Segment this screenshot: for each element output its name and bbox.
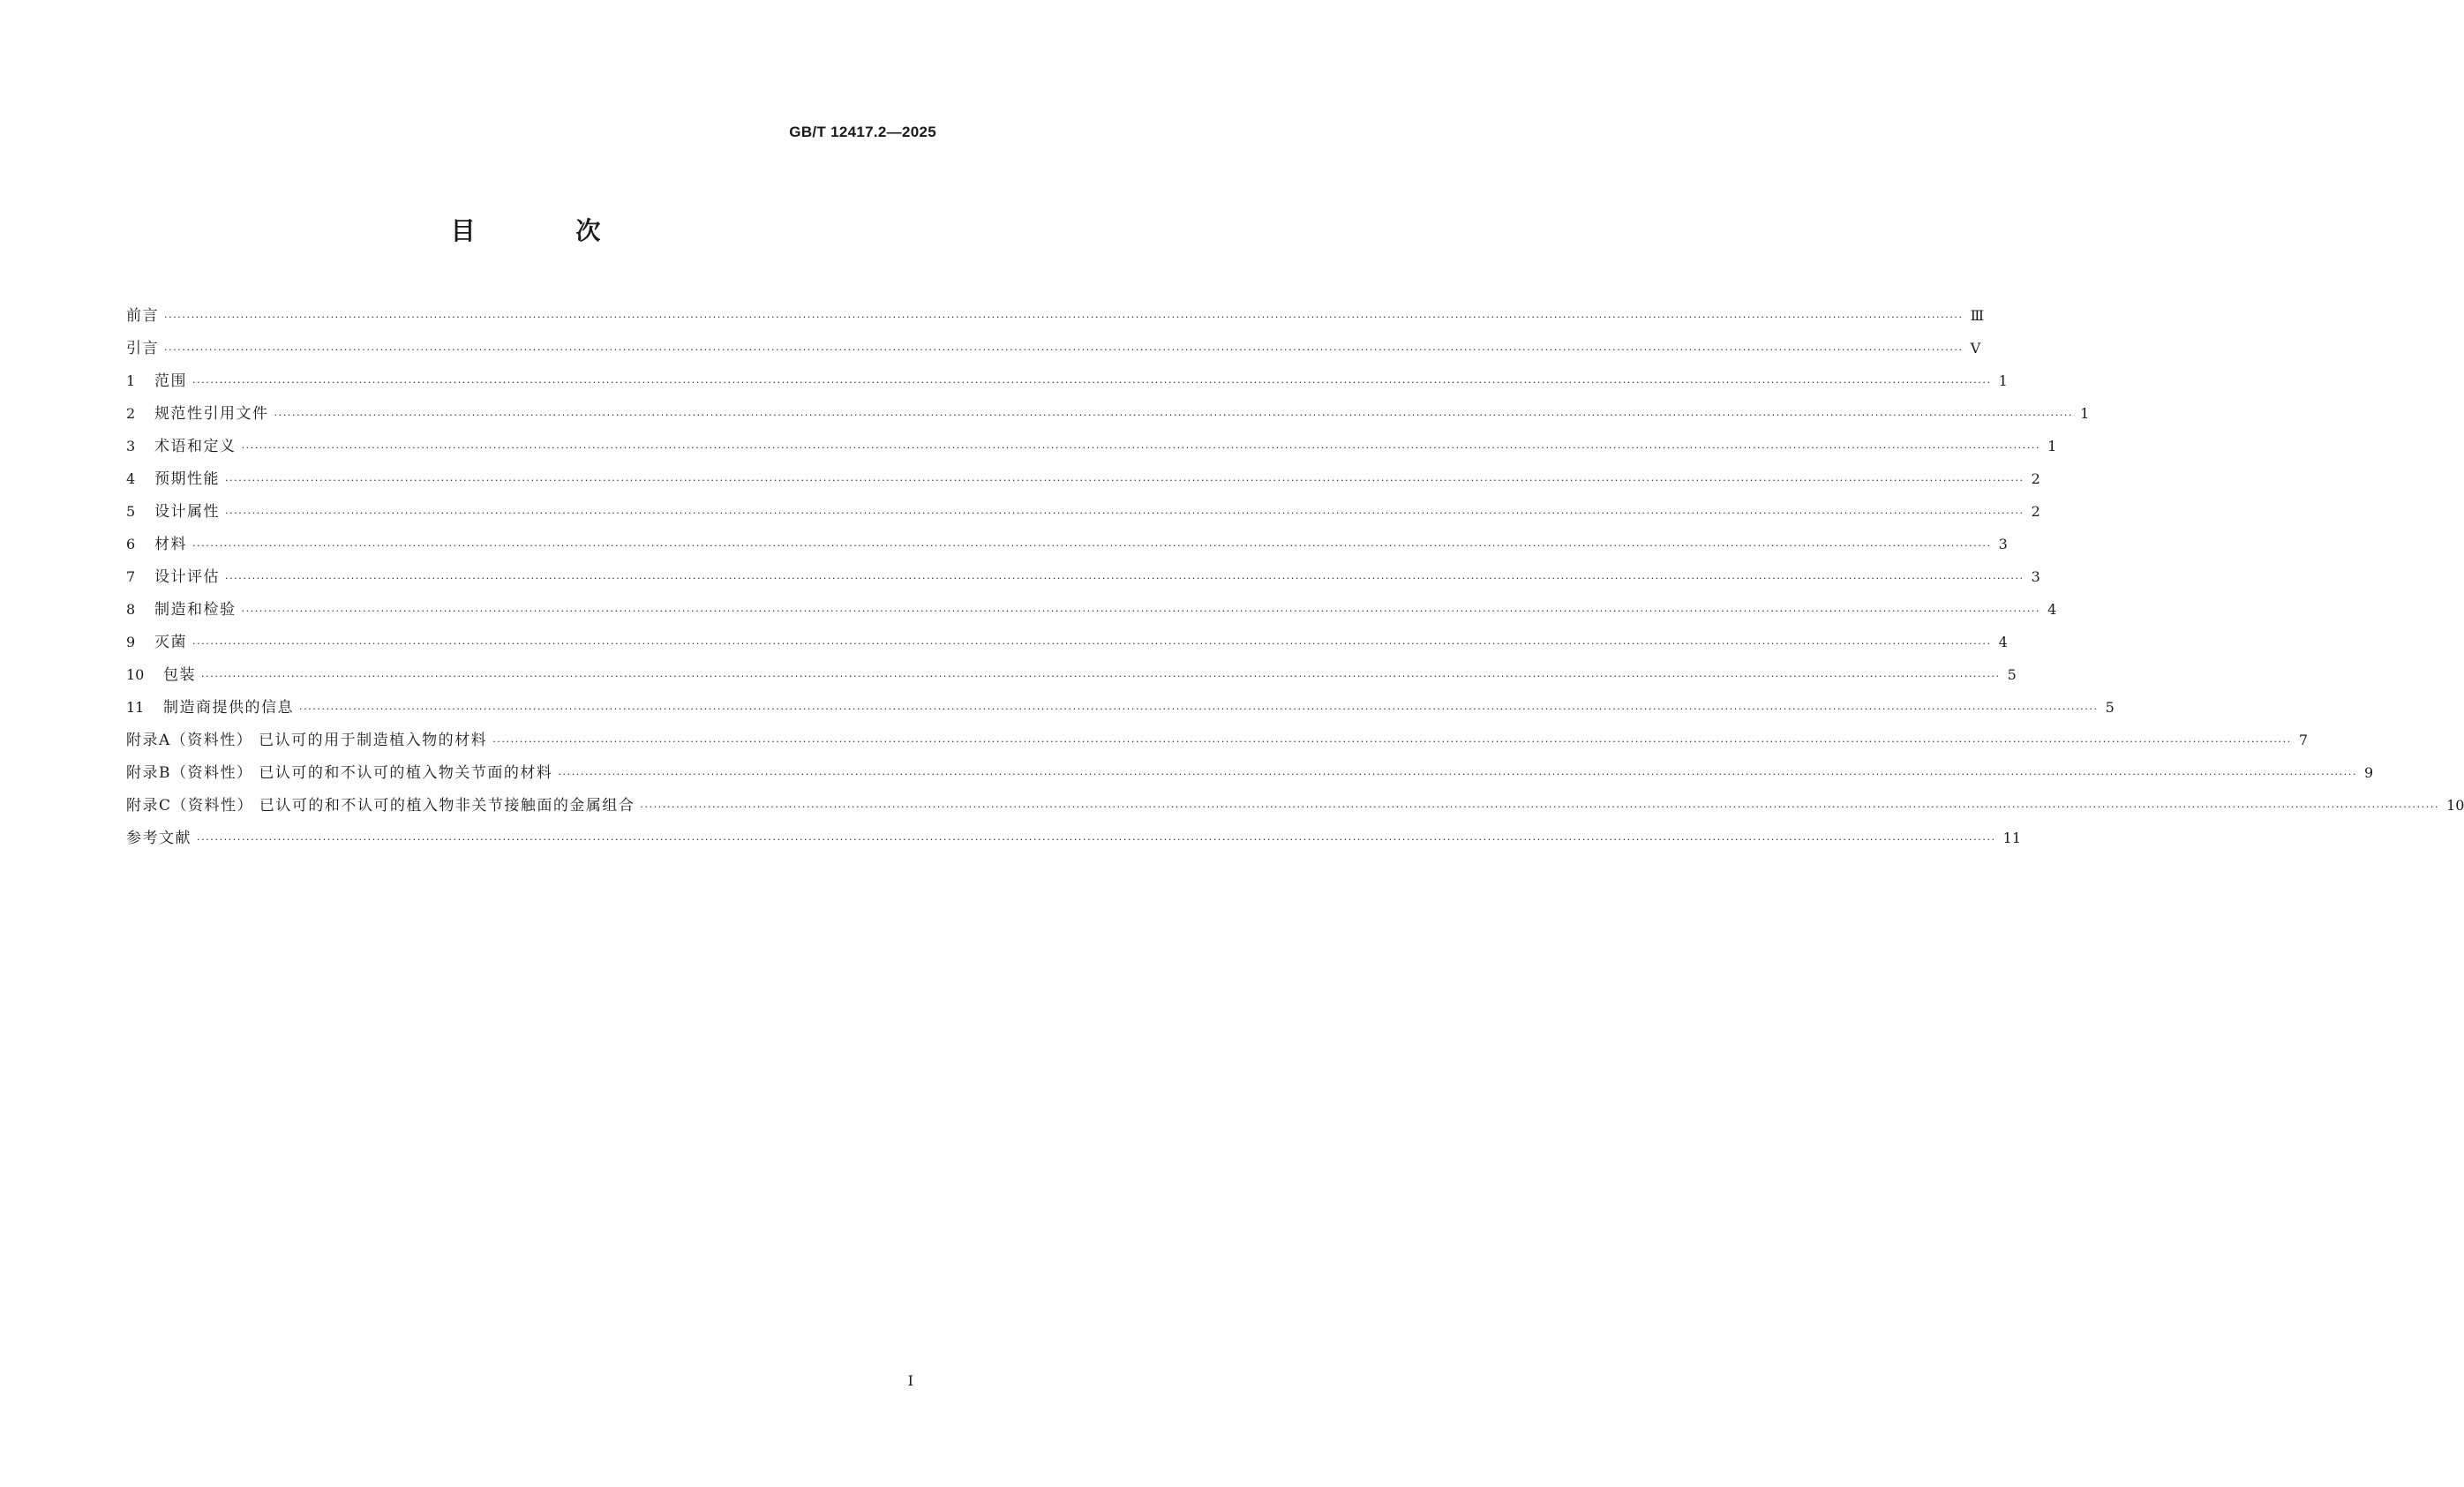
toc-entry-number: 4 bbox=[126, 470, 136, 487]
toc-dot-leader: ················································································································································································································································································································································································································ bbox=[299, 703, 2099, 715]
toc-entry-number: 3 bbox=[126, 438, 136, 454]
toc-entry-label: 包装 bbox=[163, 666, 196, 684]
toc-entry-page: 11 bbox=[2002, 830, 2021, 846]
toc-dot-leader: ················································································································································································································································································································································································································ bbox=[225, 475, 2025, 486]
table-of-contents bbox=[126, 299, 2464, 854]
toc-dot-leader: ················································································································································································································································································································································································································ bbox=[192, 540, 1992, 552]
toc-entry-number: 11 bbox=[126, 699, 145, 716]
toc-dot-leader: ················································································································································································································································································································································································································ bbox=[164, 312, 1964, 323]
toc-entry-number: 6 bbox=[126, 536, 136, 552]
toc-entry[interactable] bbox=[126, 691, 2115, 724]
toc-entry[interactable] bbox=[126, 332, 1981, 364]
toc-entry[interactable] bbox=[126, 626, 2008, 658]
toc-entry[interactable] bbox=[126, 430, 2057, 462]
toc-dot-leader: ················································································································································································································································································································································································································ bbox=[225, 507, 2025, 519]
toc-entry[interactable] bbox=[126, 299, 1985, 332]
toc-entry-label: 设计评估 bbox=[154, 568, 220, 586]
toc-entry[interactable] bbox=[126, 495, 2040, 528]
toc-dot-leader: ················································································································································································································································································································································································································ bbox=[225, 573, 2025, 584]
toc-entry[interactable] bbox=[126, 789, 2464, 822]
toc-entry-page: 3 bbox=[2031, 568, 2040, 585]
toc-entry[interactable] bbox=[126, 462, 2040, 495]
page-title: 目 次 bbox=[450, 216, 647, 245]
toc-entry-number: 1 bbox=[126, 372, 136, 389]
toc-entry-label: 引言 bbox=[126, 340, 159, 357]
toc-entry-number: 5 bbox=[126, 503, 136, 520]
toc-entry-label: 前言 bbox=[126, 307, 159, 325]
toc-entry-page: Ⅲ bbox=[1970, 307, 1985, 324]
toc-entry[interactable] bbox=[126, 822, 2021, 854]
toc-entry[interactable] bbox=[126, 560, 2040, 593]
toc-entry-page: 9 bbox=[2364, 764, 2374, 781]
toc-dot-leader: ················································································································································································································································································································································································································ bbox=[164, 344, 1964, 356]
toc-dot-leader: ················································································································································································································································································································································································································ bbox=[192, 377, 1992, 388]
toc-entry-page: 7 bbox=[2298, 732, 2309, 748]
toc-entry-label: 制造商提供的信息 bbox=[163, 699, 294, 717]
toc-dot-leader: ················································································································································································································································································································································································································ bbox=[197, 834, 1996, 845]
toc-entry-label: 制造和检验 bbox=[154, 601, 237, 619]
toc-entry-number: 8 bbox=[126, 601, 136, 618]
toc-entry-number: 10 bbox=[126, 666, 145, 683]
toc-dot-leader: ················································································································································································································································································································································································································ bbox=[201, 671, 2001, 682]
toc-entry-label: 设计属性 bbox=[154, 503, 220, 521]
toc-entry-page: 10 bbox=[2446, 797, 2464, 814]
toc-entry[interactable] bbox=[126, 724, 2309, 756]
toc-entry-label: 附录C（资料性） 已认可的和不认可的植入物非关节接触面的金属组合 bbox=[126, 797, 635, 815]
toc-entry-number: 2 bbox=[126, 405, 136, 422]
toc-dot-leader: ················································································································································································································································································································································································································ bbox=[241, 605, 2041, 617]
toc-entry[interactable] bbox=[126, 397, 2090, 430]
toc-entry-label: 附录A（资料性） 已认可的用于制造植入物的材料 bbox=[126, 732, 488, 749]
toc-entry-label: 预期性能 bbox=[154, 470, 220, 488]
toc-entry[interactable] bbox=[126, 658, 2017, 691]
toc-entry-page: 1 bbox=[1998, 372, 2008, 389]
toc-entry[interactable] bbox=[126, 756, 2374, 789]
document-code: GB/T 12417.2—2025 bbox=[789, 124, 936, 140]
toc-entry-number: 9 bbox=[126, 634, 136, 650]
toc-dot-leader: ················································································································································································································································································································································································································ bbox=[241, 442, 2041, 454]
toc-entry-page: 4 bbox=[1998, 634, 2008, 650]
toc-entry-page: Ⅴ bbox=[1970, 340, 1981, 357]
toc-entry-page: 3 bbox=[1998, 536, 2008, 552]
toc-entry-label: 灭菌 bbox=[154, 634, 187, 651]
page-number: Ⅰ bbox=[907, 1372, 913, 1389]
toc-entry-label: 术语和定义 bbox=[154, 438, 237, 455]
toc-entry-page: 2 bbox=[2031, 470, 2040, 487]
toc-entry-label: 范围 bbox=[154, 372, 187, 390]
toc-dot-leader: ················································································································································································································································································································································································································ bbox=[274, 409, 2074, 421]
toc-dot-leader: ················································································································································································································································································································································································································ bbox=[640, 801, 2440, 813]
toc-dot-leader: ················································································································································································································································································································································································································ bbox=[492, 736, 2292, 747]
toc-entry-page: 2 bbox=[2031, 503, 2040, 520]
toc-entry-page: 5 bbox=[2007, 666, 2017, 683]
toc-entry[interactable] bbox=[126, 528, 2008, 560]
toc-dot-leader: ················································································································································································································································································································································································································ bbox=[192, 638, 1992, 650]
toc-entry-label: 附录B（资料性） 已认可的和不认可的植入物关节面的材料 bbox=[126, 764, 553, 782]
toc-entry-label: 材料 bbox=[154, 536, 187, 553]
toc-dot-leader: ················································································································································································································································································································································································································ bbox=[558, 769, 2358, 780]
toc-entry[interactable] bbox=[126, 593, 2057, 626]
toc-entry-page: 5 bbox=[2105, 699, 2115, 716]
toc-entry-page: 1 bbox=[2080, 405, 2090, 422]
toc-entry[interactable] bbox=[126, 364, 2008, 397]
toc-entry-number: 7 bbox=[126, 568, 136, 585]
toc-entry-page: 4 bbox=[2047, 601, 2057, 618]
toc-entry-label: 参考文献 bbox=[126, 830, 192, 847]
toc-entry-label: 规范性引用文件 bbox=[154, 405, 269, 423]
toc-entry-page: 1 bbox=[2047, 438, 2057, 454]
